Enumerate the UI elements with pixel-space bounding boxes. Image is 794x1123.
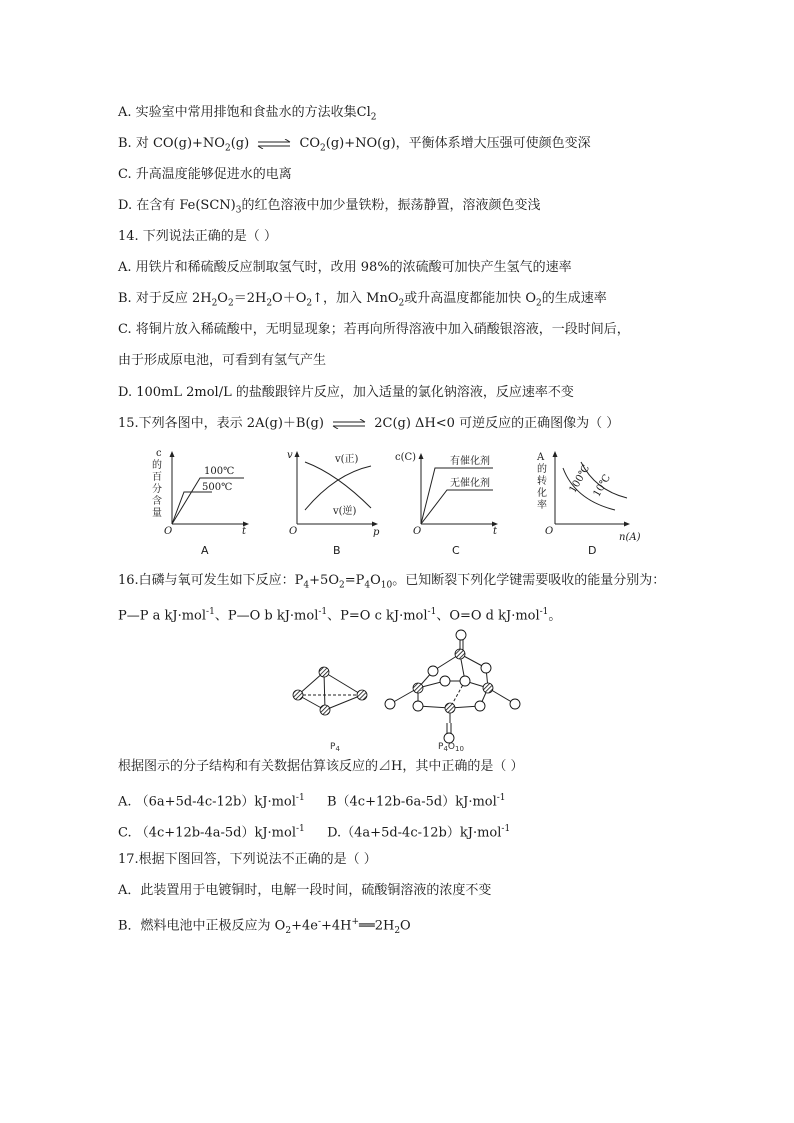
svg-text:t: t bbox=[242, 526, 247, 537]
graph-d-curve-10: 10℃ bbox=[591, 472, 614, 499]
svg-text:t: t bbox=[493, 526, 498, 537]
q16-stem-line2: P—P a kJ·mol$^{-1}$、P—O b kJ·mol$^{-1}$、P=O c kJ·mol$^{-1}$、O=O d kJ·mol$^{-1}$。 bbox=[118, 607, 562, 624]
equilibrium-arrow-icon bbox=[332, 419, 366, 429]
graph-d-ylabel: A 的转化率 bbox=[537, 452, 547, 511]
svg-text:O: O bbox=[413, 526, 422, 537]
q17-option-a: A．此装置用于电镀铜时，电解一段时间，硫酸铜溶液的浓度不变 bbox=[118, 883, 492, 898]
q14-stem: 14. 下列说法正确的是（ ） bbox=[118, 229, 277, 244]
svg-text:O: O bbox=[164, 526, 173, 537]
q17-stem: 17.根据下图回答，下列说法不正确的是（ ） bbox=[118, 852, 377, 867]
graph-a bbox=[150, 448, 255, 542]
p4-label: $P_4$ bbox=[330, 742, 340, 753]
graph-a-ylabel: c 的百分含量 bbox=[152, 448, 162, 519]
graph-b-plot bbox=[285, 448, 385, 538]
q14-option-a: A. 用铁片和稀硫酸反应制取氢气时，改用 98%的浓硫酸可加快产生氢气的速率 bbox=[118, 260, 572, 275]
q13-option-a: A. 实验室中常用排饱和食盐水的方法收集$Cl_2$ bbox=[118, 105, 377, 123]
graph-b-curve-reverse: v(逆) bbox=[333, 506, 357, 517]
svg-text:c(C): c(C) bbox=[395, 452, 417, 463]
p4o10-molecule bbox=[385, 630, 520, 743]
graph-b-label: B bbox=[333, 544, 341, 557]
equilibrium-arrow-icon bbox=[257, 139, 291, 149]
molecule-structures bbox=[290, 628, 530, 753]
graph-b bbox=[285, 448, 385, 542]
q15-stem: 15.下列各图中，表示 2A(g)＋B(g) 2C(g) ΔH<0 可逆反应的正确图像为（ ） bbox=[118, 416, 620, 431]
graph-d-curve-100: 100℃ bbox=[567, 463, 593, 495]
svg-text:O: O bbox=[545, 526, 554, 537]
q14-option-d: D. 100mL 2mol/L 的盐酸跟锌片反应，加入适量的氯化钠溶液，反应速率不变 bbox=[118, 385, 574, 400]
graph-c-label: C bbox=[452, 544, 460, 557]
q13-option-b: B. 对 $CO(g)+NO_2(g)$ $CO_2(g)+NO(g)$，平衡体系增大压强可使颜色变深 bbox=[118, 136, 591, 154]
p4-molecule bbox=[293, 667, 367, 715]
q14-option-c-line1: C. 将铜片放入稀硫酸中，无明显现象；若再向所得溶液中加入硝酸银溶液，一段时间后， bbox=[118, 322, 630, 337]
svg-text:O: O bbox=[289, 526, 298, 537]
graph-c-plot bbox=[395, 448, 505, 538]
graph-d-label: D bbox=[588, 544, 597, 557]
graph-d-plot bbox=[535, 448, 650, 543]
graph-a-curve-500: 500℃ bbox=[202, 482, 233, 493]
graph-a-label: A bbox=[201, 544, 209, 557]
q14-option-b: B. 对于反应 $2H_2O_2=2H_2O+O_2↑$，加入 MnO$_2$或升高温度都能加快 $O_2$的生成速率 bbox=[118, 291, 607, 309]
q14-option-c-line2: 由于形成原电池，可看到有氢气产生 bbox=[118, 353, 327, 368]
graph-b-curve-forward: v(正) bbox=[335, 454, 359, 465]
svg-text:v: v bbox=[287, 450, 293, 461]
q17-option-b: B．燃料电池中正极反应为 $O_2+4e^-+4H^+══2H_2O$ bbox=[118, 917, 411, 936]
graph-a-curve-100: 100℃ bbox=[204, 466, 235, 477]
svg-text:n(A): n(A) bbox=[619, 532, 641, 543]
molecule-figure bbox=[290, 628, 530, 757]
graph-c-without-catalyst: 无催化剂 bbox=[450, 478, 490, 489]
q13-option-c: C. 升高温度能够促进水的电离 bbox=[118, 167, 292, 182]
graph-d bbox=[535, 448, 650, 547]
graph-a-plot bbox=[150, 448, 255, 538]
graph-c-with-catalyst: 有催化剂 bbox=[450, 456, 490, 467]
graph-c bbox=[395, 448, 505, 542]
q16-stem-line1: 16.白磷与氧可发生如下反应：$P_4+5O_2=P_4O_{10}$。已知断裂下列化学键需要吸收的能量分别为： bbox=[118, 573, 666, 591]
p4o10-label: $P_4O_{10}$ bbox=[438, 742, 464, 753]
q16-question: 根据图示的分子结构和有关数据估算该反应的⊿H，其中正确的是（ ） bbox=[118, 759, 524, 774]
q13-option-d: D. 在含有 $Fe(SCN)_3$的红色溶液中加少量铁粉，振荡静置，溶液颜色变浅 bbox=[118, 198, 541, 216]
q16-options-cd: C. （4c+12b-4a-5d）kJ·mol$^{-1}$ D.（4a+5d-4c-12b）kJ·mol$^{-1}$ bbox=[118, 824, 511, 841]
svg-text:p: p bbox=[373, 527, 380, 538]
q16-options-ab: A. （6a+5d-4c-12b）kJ·mol$^{-1}$ B（4c+12b-6a-5d）kJ·mol$^{-1}$ bbox=[118, 793, 506, 810]
